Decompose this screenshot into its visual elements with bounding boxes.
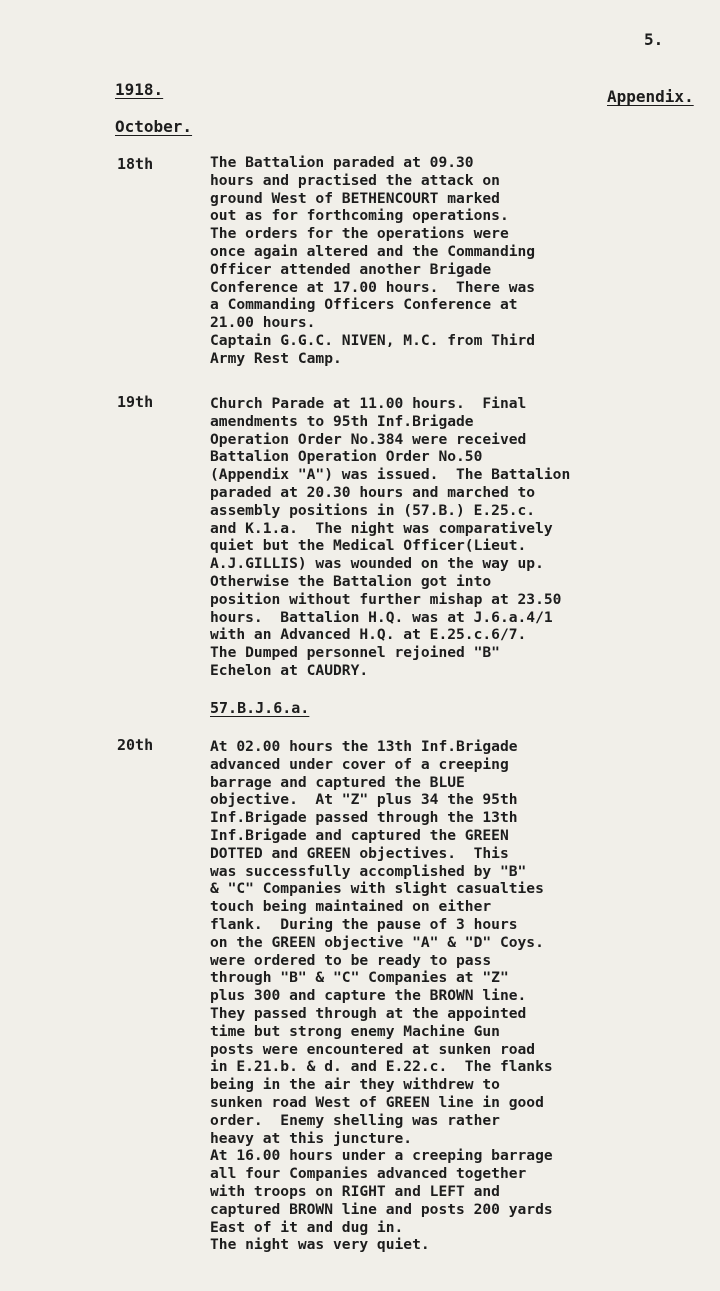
entry-text-19th: Church Parade at 11.00 hours. Final amendments to 95th Inf.Brigade Operation Order No.384 were received Battalion Operation Order No.50 (Appendix "A") was issued. The Battalion paraded at 20.30 hours and marched to assembly positions in (57.B.) E.25.c. and K.1.a. The night was comparatively quiet but the Medical Officer(Lieut. A.J.GILLIS) was wounded on the way up. Otherwise the Battalion got into position without further mishap at 23.50 hours. Battalion H.Q. was at J.6.a.4/1 with an Advanced H.Q. at E.25.c.6/7. The Dumped personnel rejoined "B" Echelon at CAUDRY. xyxy=(210,395,571,679)
year-heading: 1918. xyxy=(115,80,164,99)
appendix-heading: Appendix. xyxy=(607,87,694,106)
entry-text-18th: The Battalion paraded at 09.30 hours and practised the attack on ground West of BETHENCOURT marked out as for forthcoming operations. The orders for the operations were once again altered and the Commanding Officer attended another Brigade Conference at 17.00 hours. There was a Commanding Officers Conference at 21.00 hours. Captain G.G.C. NIVEN, M.C. from Third Army Rest Camp. xyxy=(210,154,536,367)
entry-text-20th: At 02.00 hours the 13th Inf.Brigade advanced under cover of a creeping barrage and captured the BLUE objective. At "Z" plus 34 the 95th Inf.Brigade passed through the 13th Inf.Brigade and captured the GREEN DOTTED and GREEN objectives. This was successfully accomplished by "B" & "C" Companies with slight casualties touch being maintained on either flank. During the pause of 3 hours on the GREEN objective "A" & "D" Coys. were ordered to be ready to pass through "B" & "C" Companies at "Z" plus 300 and capture the BROWN line. They passed through at the appointed time but strong enemy Machine Gun posts were encountered at sunken road in E.21.b. & d. and E.22.c. The flanks being in the air they withdrew to sunken road West of GREEN line in good order. Enemy shelling was rather heavy at this juncture. At 16.00 hours under a creeping barrage all four Companies advanced together with troops on RIGHT and LEFT and captured BROWN line and posts 200 yards East of it and dug in. The night was very quiet. xyxy=(210,738,553,1254)
map-grid-reference: 57.B.J.6.a. xyxy=(210,699,310,717)
entry-date-18th: 18th xyxy=(117,155,154,173)
entry-date-20th: 20th xyxy=(117,736,154,754)
entry-date-19th: 19th xyxy=(117,393,154,411)
page-number: 5. xyxy=(644,30,664,49)
month-heading: October. xyxy=(115,117,193,136)
